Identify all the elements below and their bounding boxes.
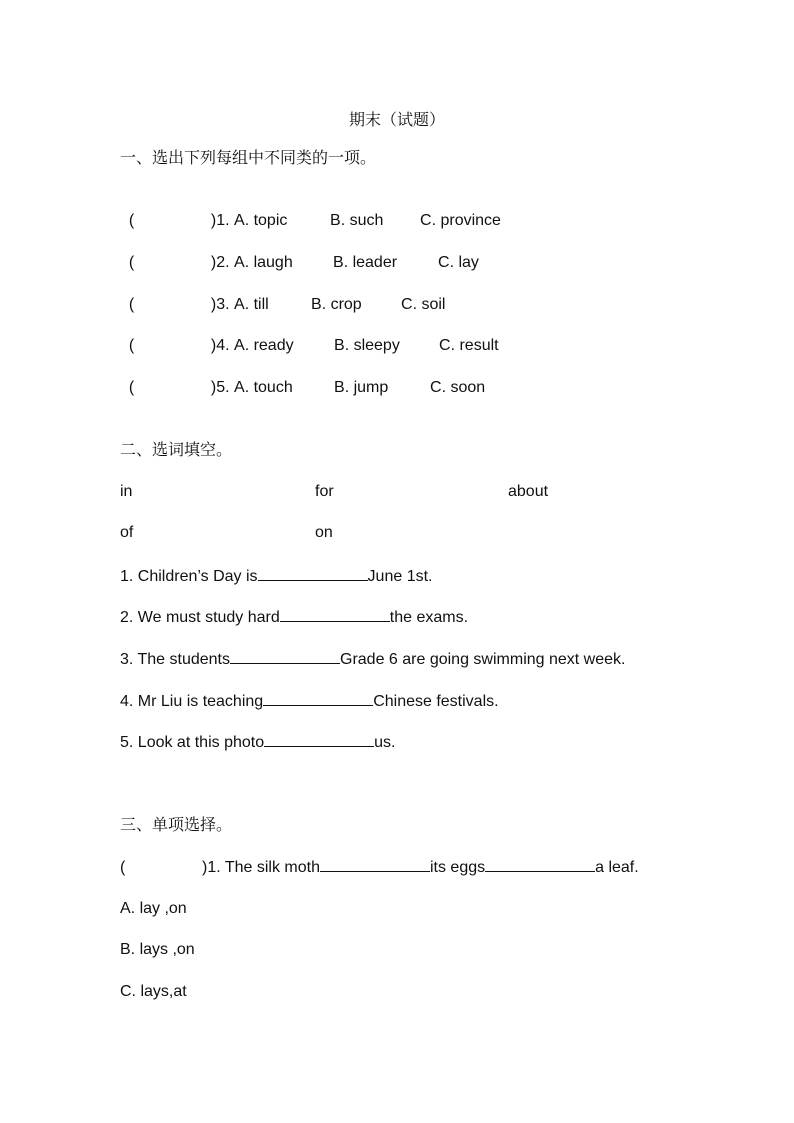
option-b: B. jump: [334, 379, 389, 396]
choice-option-b: B. lays ,on: [120, 941, 195, 958]
answer-paren: (: [128, 296, 135, 313]
word-bank-item: of: [120, 524, 134, 541]
word-bank-item: in: [120, 483, 133, 500]
answer-paren: (: [128, 337, 135, 354]
option-b: B. sleepy: [334, 337, 400, 354]
section1-question-2: [120, 233, 479, 273]
sentence-start: 2. We must study hard: [120, 609, 280, 626]
section1-question-1: [120, 191, 501, 231]
sentence-start: 4. Mr Liu is teaching: [120, 693, 264, 710]
fill-blank-item-3: [120, 649, 625, 670]
section1-question-3: [120, 275, 445, 315]
option-b: B. crop: [311, 296, 362, 313]
word-bank-item: for: [315, 483, 334, 500]
sentence-start: 3. The students: [120, 651, 230, 668]
choice-option-c: C. lays,at: [120, 983, 187, 1000]
answer-blank: [320, 857, 430, 872]
sentence-end: June 1st.: [367, 568, 433, 585]
page-title: 期末（试题）: [348, 112, 445, 129]
answer-paren: (: [128, 379, 135, 396]
sentence-end: us.: [374, 734, 396, 751]
option-b: B. such: [330, 212, 384, 229]
section1-question-5: [120, 358, 485, 398]
answer-blank: [264, 732, 374, 747]
question-number: )3.: [210, 296, 230, 313]
answer-blank: [485, 857, 595, 872]
section3-question-1: [120, 857, 639, 878]
option-a: A. till: [234, 296, 269, 313]
option-c: C. result: [439, 337, 499, 354]
word-bank-item: on: [315, 524, 333, 541]
sentence-start: 1. Children’s Day is: [120, 568, 258, 585]
sentence-end: the exams.: [389, 609, 469, 626]
question-number: )2.: [210, 254, 230, 271]
question-number: )5.: [210, 379, 230, 396]
section1-heading: 一、选出下列每组中不同类的一项。: [120, 150, 377, 167]
question-number: )1.: [210, 212, 230, 229]
word-bank-item: about: [508, 483, 549, 500]
option-c: C. soon: [430, 379, 486, 396]
answer-blank: [263, 691, 373, 706]
question-text: )1. The silk moth: [202, 859, 320, 876]
sentence-end: Chinese festivals.: [373, 693, 499, 710]
option-a: A. laugh: [234, 254, 293, 271]
choice-option-a: A. lay ,on: [120, 900, 187, 917]
option-c: C. soil: [401, 296, 446, 313]
option-c: C. lay: [438, 254, 479, 271]
fill-blank-item-4: [120, 691, 499, 712]
option-a: A. touch: [234, 379, 293, 396]
section1-question-4: [120, 316, 499, 356]
section2-heading: 二、选词填空。: [120, 442, 233, 459]
answer-blank: [230, 649, 340, 664]
option-a: A. ready: [234, 337, 294, 354]
sentence-start: 5. Look at this photo: [120, 734, 265, 751]
option-c: C. province: [420, 212, 501, 229]
question-number: )4.: [210, 337, 230, 354]
question-end: a leaf.: [595, 859, 639, 876]
option-b: B. leader: [333, 254, 398, 271]
section3-heading: 三、单项选择。: [120, 817, 233, 834]
answer-paren: (: [120, 859, 126, 876]
answer-paren: (: [128, 212, 135, 229]
fill-blank-item-1: [120, 566, 432, 587]
question-mid: its eggs: [429, 859, 486, 876]
option-a: A. topic: [234, 212, 288, 229]
answer-blank: [258, 566, 368, 581]
answer-blank: [280, 607, 390, 622]
sentence-end: Grade 6 are going swimming next week.: [340, 651, 626, 668]
answer-paren: (: [128, 254, 135, 271]
fill-blank-item-5: [120, 732, 395, 753]
fill-blank-item-2: [120, 607, 468, 628]
